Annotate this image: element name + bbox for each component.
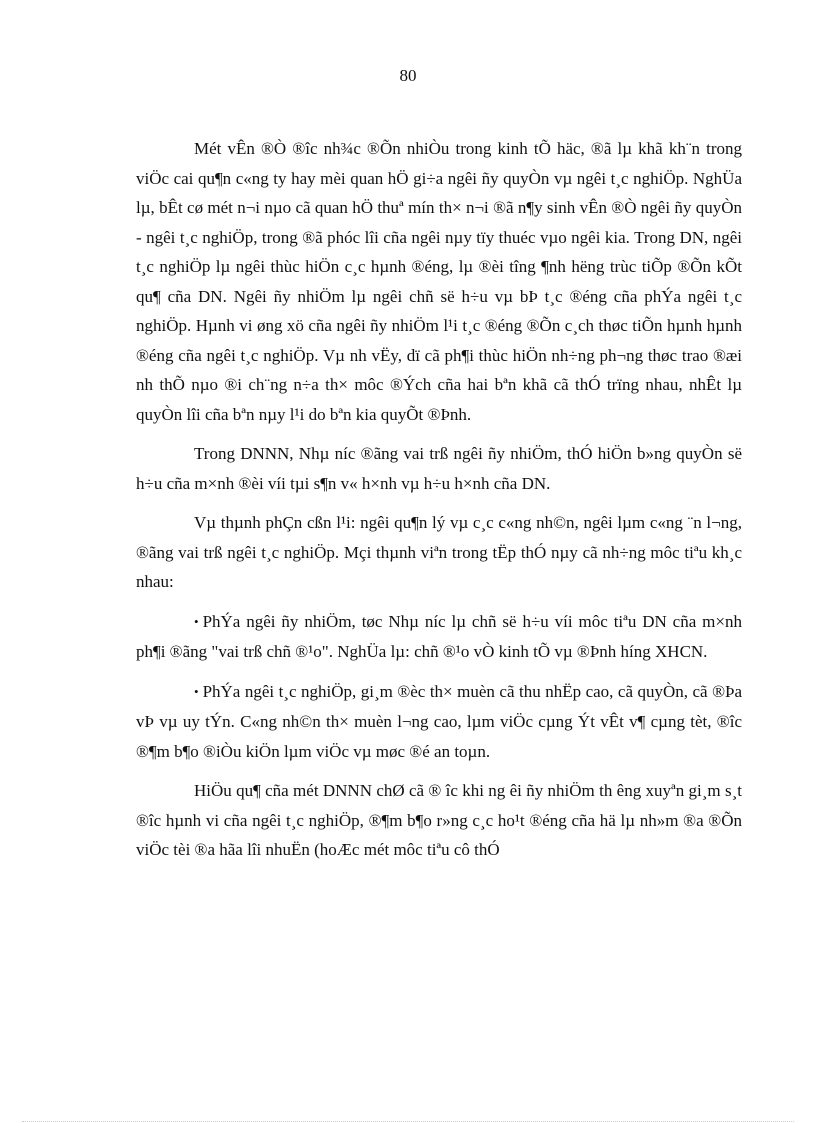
bullet-text: PhÝa ngêi ñy nhiÖm, tøc Nhµ níc lµ chñ së h÷u víi môc tiªu DN cña m×nh ph¶i ®ãng "vai trß chñ ®¹o". NghÜa lµ: chñ ®¹o vÒ kinh tÕ vµ ®Þnh híng XHCN. [136,611,742,661]
document-body [136,134,742,875]
bullet-text: PhÝa ngêi t¸c nghiÖp, gi¸m ®èc th× muèn cã thu nhËp cao, cã quyÒn, cã ®Þa vÞ vµ uy tÝn. C«ng nh©n th× muèn l¬ng cao, lµm viÖc cµng Ýt vÊt v¶ cµng tèt, ®îc ®¶m b¶o ®iÒu kiÖn lµm viÖc vµ møc ®é an toµn. [136,681,742,761]
bullet-icon: • [194,683,199,699]
paragraph-text: Mét vÊn ®Ò ®îc nh¾c ®Õn nhiÒu trong kinh tÕ häc, ®ã lµ khã kh¨n trong viÖc cai qu¶n c«ng ty hay mèi quan hÖ gi÷a ngêi ñy quyÒn vµ ngêi t¸c nghiÖp. NghÜa lµ, bÊt cø mét n¬i nµo cã quan hÖ thuª mín th× n¬i ®ã n¶y sinh vÊn ®Ò ngêi ñy quyÒn - ngêi t¸c nghiÖp, trong ®ã phóc lîi cña ngêi nµy tïy thuéc vµo ngêi kia. Trong DN, ngêi t¸c nghiÖp lµ ngêi thùc hiÖn c¸c hµnh ®éng, lµ ®èi tîng ¶nh hëng trùc tiÕp ®Õn kÕt qu¶ cña DN. Ngêi ñy nhiÖm lµ ngêi chñ së h÷u vµ bÞ t¸c ®éng cña phÝa ngêi t¸c nghiÖp. Hµnh vi øng xö cña ngêi ñy nhiÖm l¹i t¸c ®éng ®Õn c¸ch thøc tiÕn hµnh hµnh ®éng cña ngêi t¸c nghiÖp. Vµ nh vËy, dï cã ph¶i thùc hiÖn nh÷ng ph¬ng thøc trao ®æi nh thÕ nµo ®i ch¨ng n÷a th× môc ®Ých cña hai bªn khã cã thÓ trïng nhau, nhÊt lµ quyÒn lîi cña bªn nµy l¹i do bªn kia quyÕt ®Þnh. [136,139,742,424]
bullet-icon: • [194,613,199,629]
paragraph-text: Vµ thµnh phÇn cßn l¹i: ngêi qu¶n lý vµ c¸c c«ng nh©n, ngêi lµm c«ng ¨n l¬ng, ®ãng vai trß ngêi t¸c nghiÖp. Mçi thµnh viªn trong tËp thÓ nµy cã nh÷ng môc tiªu kh¸c nhau: [136,513,742,591]
paragraph-agency-problem [136,134,742,429]
page-number: 80 [399,66,417,85]
paragraph-efficiency [136,776,742,865]
bullet-item-agent [136,677,742,767]
paragraph-agents [136,508,742,597]
paragraph-state-principal [136,439,742,498]
bullet-item-principal [136,607,742,667]
paragraph-text: Trong DNNN, Nhµ níc ®ãng vai trß ngêi ñy nhiÖm, thÓ hiÖn b»ng quyÒn së h÷u cña m×nh ®èi víi tµi s¶n v« h×nh vµ h÷u h×nh cña DN. [136,444,742,493]
page-bottom-divider [22,1121,794,1122]
paragraph-text: HiÖu qu¶ cña mét DNNN chØ cã ® îc khi ng êi ñy nhiÖm th êng xuyªn gi¸m s¸t ®îc hµnh vi cña ngêi t¸c nghiÖp, ®¶m b¶o r»ng c¸c ho¹t ®éng cña hä lµ nh»m ®a ®Õn viÖc tèi ®a hãa lîi nhuËn (hoÆc mét môc tiªu cô thÓ [136,781,742,859]
